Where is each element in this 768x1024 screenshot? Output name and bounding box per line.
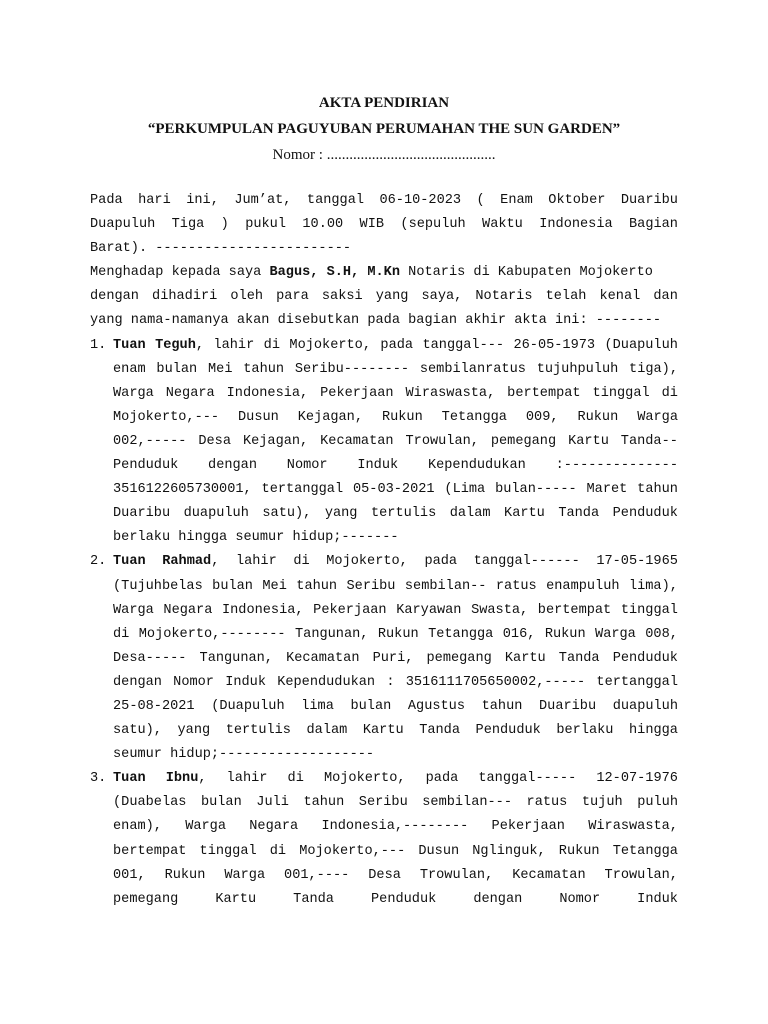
opening-paragraph — [90, 189, 678, 261]
party-line: 25-08-2021 (Duapuluh lima bulan Agustus tahun Duaribu duapuluh — [113, 698, 678, 714]
party-line: 002,----- Desa Kejagan, Kecamatan Trowulan, pemegang Kartu Tanda-- — [113, 433, 678, 449]
party-line: Desa----- Tangunan, Kecamatan Puri, pemegang Kartu Tanda Penduduk — [113, 650, 678, 666]
party-line: pemegang Kartu Tanda Penduduk dengan Nomor Induk — [113, 891, 678, 907]
party-line: Penduduk dengan Nomor Induk Kependudukan :-------------- — [113, 458, 678, 474]
party-number: 2. — [90, 554, 107, 570]
document-body — [90, 189, 678, 912]
party-line: Mojokerto,--- Dusun Kejagan, Rukun Tetangga 009, Rukun Warga — [113, 409, 678, 425]
opening-line: Barat). ------------------------ — [90, 241, 352, 257]
opening-line: Pada hari ini, Jum’at, tanggal 06-10-2023 ( Enam Oktober Duaribu — [90, 193, 678, 208]
presence-line: yang nama-namanya akan disebutkan pada bagian akhir akta ini: -------- — [90, 313, 662, 329]
party-name: Tuan — [113, 554, 146, 570]
party-line: Tuan Rahmad, lahir di Mojokerto, pada tanggal------ 17-05-1965 — [113, 554, 678, 570]
notary-name: Bagus, S.H, M.Kn — [269, 265, 400, 281]
party-line: enam bulan Mei tahun Seribu-------- sembilanratus tujuhpuluh tiga), — [113, 361, 678, 377]
party-line: bertempat tinggal di Mojokerto,--- Dusun Nglinguk, Rukun Tetangga — [113, 843, 678, 859]
presence-paragraph — [90, 261, 678, 333]
party-number: 1. — [90, 337, 107, 353]
party-line: 001, Rukun Warga 001,---- Desa Trowulan, Kecamatan Trowulan, — [113, 867, 678, 883]
presence-prefix: Menghadap kepada saya — [90, 265, 270, 281]
party-item — [90, 334, 678, 551]
presence-line: dengan dihadiri oleh para saksi yang saya, Notaris telah kenal dan — [90, 289, 678, 305]
opening-line: Duapuluh Tiga ) pukul 10.00 WIB (sepuluh Waktu Indonesia Bagian — [90, 217, 678, 233]
party-line: berlaku hingga seumur hidup;------- — [113, 530, 399, 546]
party-item — [90, 550, 678, 767]
party-list — [90, 334, 678, 912]
party-line: seumur hidup;------------------- — [113, 747, 375, 763]
party-line: di Mojokerto,-------- Tangunan, Rukun Tetangga 016, Rukun Warga 008, — [113, 626, 678, 642]
party-line: Duaribu duapuluh satu), yang tertulis dalam Kartu Tanda Penduduk — [113, 506, 678, 522]
party-name: Teguh — [155, 337, 196, 353]
party-name: Tuan — [113, 337, 146, 353]
presence-line — [90, 261, 678, 285]
party-line: Warga Negara Indonesia, Pekerjaan Karyawan Swasta, bertempat tinggal — [113, 602, 678, 618]
party-name: Rahmad — [162, 554, 212, 570]
party-name: Tuan — [113, 771, 146, 787]
party-item — [90, 767, 678, 912]
party-line: Warga Negara Indonesia, Pekerjaan Wiraswasta, bertempat tinggal di — [113, 385, 678, 401]
party-line: enam), Warga Negara Indonesia,-------- Pekerjaan Wiraswasta, — [113, 819, 678, 835]
document-header — [90, 93, 678, 165]
document-number: Nomor : ............................................. — [272, 147, 496, 163]
party-name: Ibnu — [165, 771, 199, 787]
party-line: dengan Nomor Induk Kependudukan : 3516111705650002,----- tertanggal — [113, 674, 678, 690]
presence-suffix: Notaris di Kabupaten Mojokerto — [400, 265, 653, 281]
party-line: (Tujuhbelas bulan Mei tahun Seribu sembilan-- ratus enampuluh lima), — [113, 578, 678, 594]
party-line: Tuan Ibnu, lahir di Mojokerto, pada tanggal----- 12-07-1976 — [113, 771, 678, 787]
document-title: AKTA PENDIRIAN — [318, 95, 450, 111]
party-number: 3. — [90, 771, 107, 787]
party-line: 3516122605730001, tertanggal 05-03-2021 (Lima bulan----- Maret tahun — [113, 482, 678, 498]
party-line: Tuan Teguh, lahir di Mojokerto, pada tanggal--- 26-05-1973 (Duapuluh — [113, 337, 678, 353]
party-line: satu), yang tertulis dalam Kartu Tanda Penduduk berlaku hingga — [113, 723, 678, 739]
document-subtitle: “PERKUMPULAN PAGUYUBAN PERUMAHAN THE SUN GARDEN” — [147, 121, 621, 137]
party-line: (Duabelas bulan Juli tahun Seribu sembilan--- ratus tujuh puluh — [113, 795, 678, 811]
